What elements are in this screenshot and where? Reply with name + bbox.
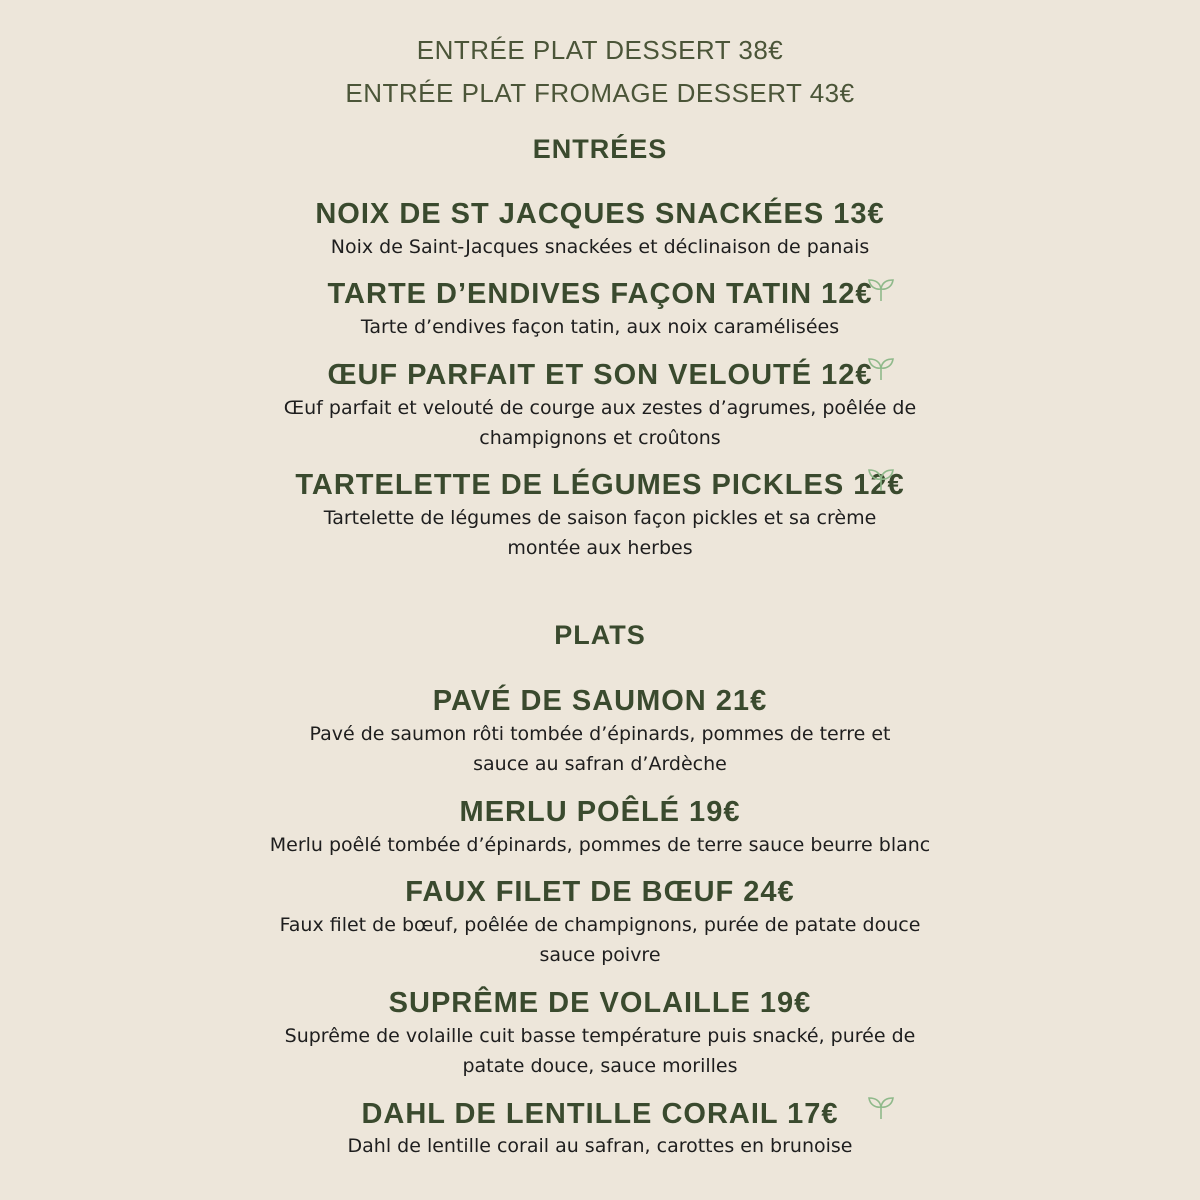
dish-name: MERLU POÊLÉ 19€ bbox=[459, 796, 741, 828]
leaf-icon bbox=[866, 1095, 896, 1121]
dish-description: montée aux herbes bbox=[507, 537, 693, 559]
dish-description: Tarte d’endives façon tatin, aux noix caramélisées bbox=[360, 316, 840, 338]
section-title-plats: PLATS bbox=[554, 620, 646, 650]
dish-name: NOIX DE ST JACQUES SNACKÉES 13€ bbox=[315, 198, 885, 230]
dish-name: FAUX FILET DE BŒUF 24€ bbox=[405, 876, 795, 908]
dish-description: patate douce, sauce morilles bbox=[462, 1055, 738, 1077]
formula-line-1: ENTRÉE PLAT DESSERT 38€ bbox=[416, 35, 784, 65]
dish-name: TARTELETTE DE LÉGUMES PICKLES 12€ bbox=[295, 469, 905, 501]
dish-name: DAHL DE LENTILLE CORAIL 17€ bbox=[361, 1098, 839, 1130]
dish-name: TARTE D’ENDIVES FAÇON TATIN 12€ bbox=[327, 278, 873, 310]
dish-description: Tartelette de légumes de saison façon pickles et sa crème bbox=[323, 507, 877, 529]
dish-description: Suprême de volaille cuit basse température puis snacké, purée de bbox=[284, 1025, 916, 1047]
dish-name: SUPRÊME DE VOLAILLE 19€ bbox=[388, 987, 812, 1019]
dish-description: Dahl de lentille corail au safran, carottes en brunoise bbox=[347, 1135, 853, 1157]
formula-line-2: ENTRÉE PLAT FROMAGE DESSERT 43€ bbox=[345, 78, 855, 108]
dish-description: Merlu poêlé tombée d’épinards, pommes de terre sauce beurre blanc bbox=[269, 834, 931, 856]
section-title-entrees: ENTRÉES bbox=[532, 134, 668, 164]
leaf-icon bbox=[866, 467, 896, 493]
dish-description: Pavé de saumon rôti tombée d’épinards, pommes de terre et bbox=[309, 723, 891, 745]
leaf-icon bbox=[866, 356, 896, 382]
dish-description: Œuf parfait et velouté de courge aux zestes d’agrumes, poêlée de bbox=[283, 397, 917, 419]
dish-description: Noix de Saint-Jacques snackées et déclinaison de panais bbox=[330, 236, 870, 258]
dish-description: Faux filet de bœuf, poêlée de champignons, purée de patate douce bbox=[279, 914, 921, 936]
dish-description: champignons et croûtons bbox=[479, 427, 721, 449]
dish-name: PAVÉ DE SAUMON 21€ bbox=[432, 685, 768, 717]
dish-description: sauce au safran d’Ardèche bbox=[473, 753, 727, 775]
leaf-icon bbox=[866, 277, 896, 303]
dish-name: ŒUF PARFAIT ET SON VELOUTÉ 12€ bbox=[327, 359, 873, 391]
dish-description: sauce poivre bbox=[539, 944, 661, 966]
